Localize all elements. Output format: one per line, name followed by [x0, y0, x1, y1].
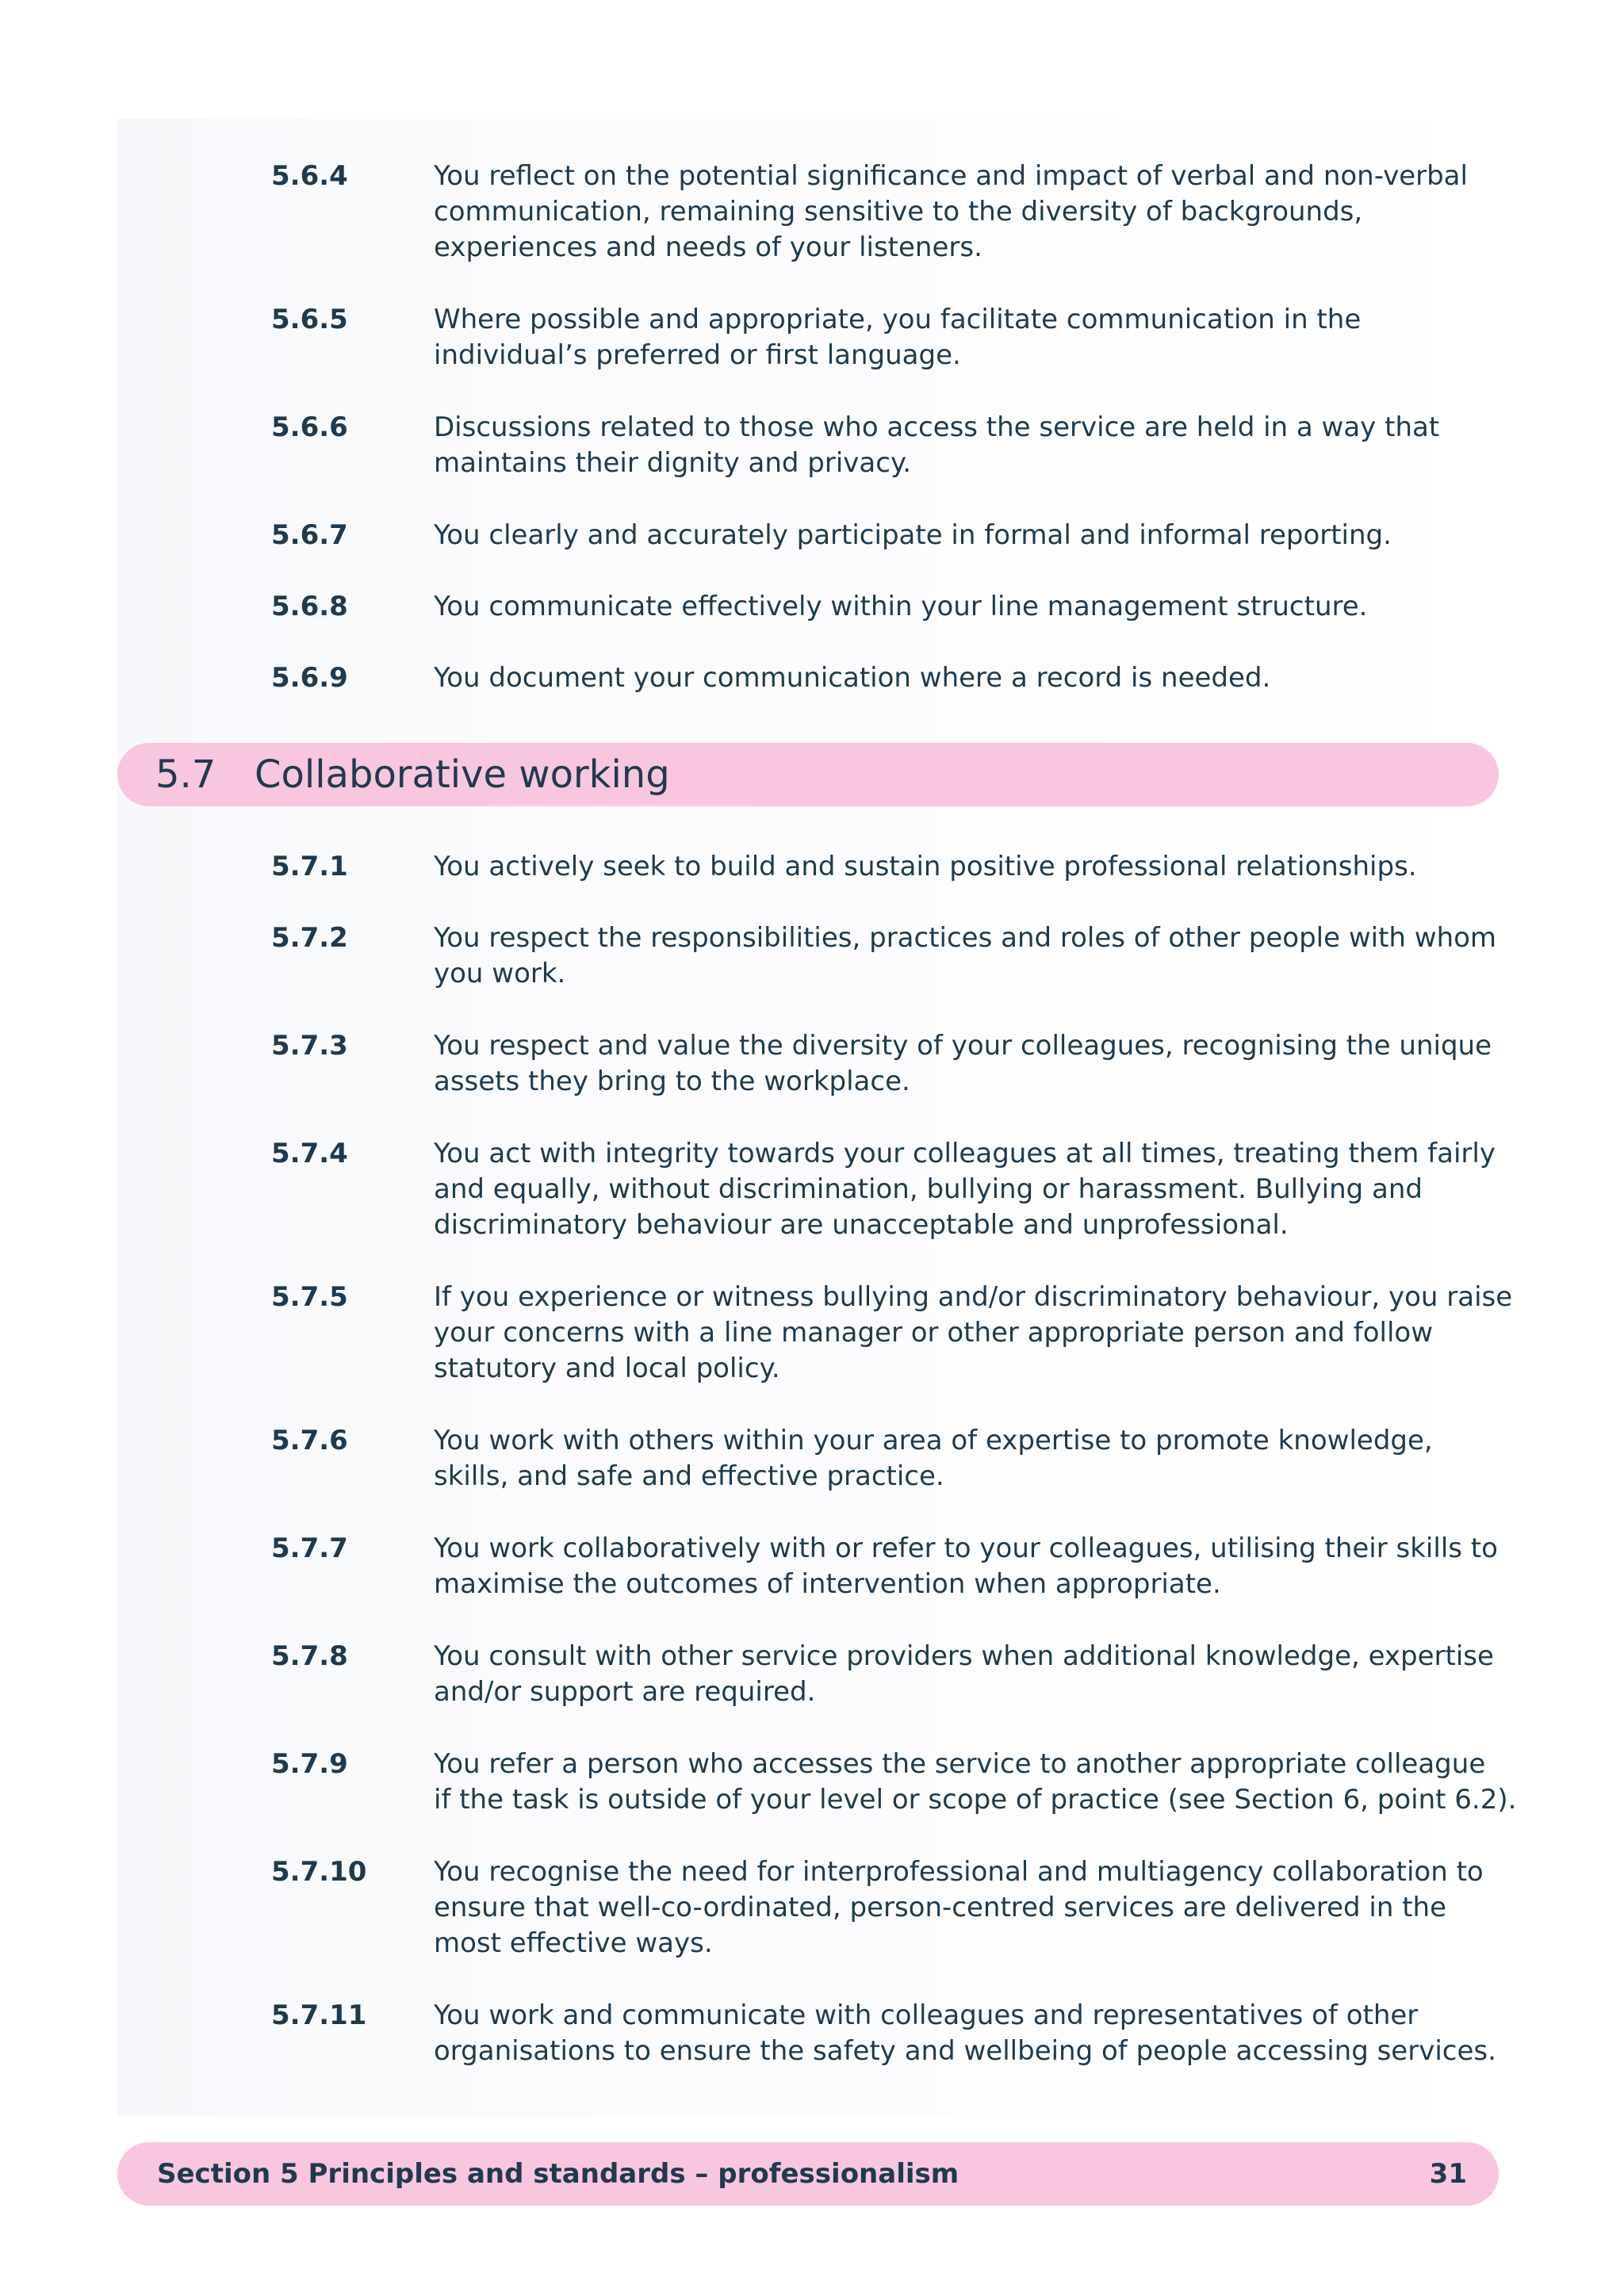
item-text-line: discriminatory behaviour are unacceptable and unprofessional.	[434, 1209, 1289, 1241]
item-text-line: and/or support are required.	[434, 1676, 816, 1708]
item-number: 5.6.4	[271, 160, 348, 192]
item-text-line: Discussions related to those who access the service are held in a way that	[434, 411, 1440, 443]
item-text-line: communication, remaining sensitive to the diversity of backgrounds,	[434, 196, 1363, 228]
item-text-line: You act with integrity towards your colleagues at all times, treating them fairly	[434, 1138, 1496, 1169]
item-text-line: You work collaboratively with or refer to your colleagues, utilising their skills to	[434, 1533, 1498, 1564]
item-number: 5.6.9	[271, 662, 348, 694]
item-text	[434, 1531, 1498, 1602]
item-text-line: skills, and safe and effective practice.	[434, 1460, 944, 1492]
item-text-line: maintains their dignity and privacy.	[434, 447, 912, 479]
item-number: 5.7.9	[271, 1748, 348, 1780]
item-text-line: You respect and value the diversity of your colleagues, recognising the unique	[434, 1030, 1492, 1062]
item-text	[434, 1423, 1488, 1494]
item-number: 5.7.7	[271, 1533, 348, 1564]
item-text	[434, 1639, 1494, 1710]
item-text	[434, 302, 1488, 373]
item-text-line: most effective ways.	[434, 1927, 713, 1959]
section-number: 5.7	[155, 752, 216, 797]
item-text	[434, 1998, 1496, 2069]
item-number: 5.7.6	[271, 1425, 348, 1456]
item-number: 5.6.6	[271, 411, 348, 443]
item-text-line: ensure that well-co-ordinated, person-centred services are delivered in the	[434, 1892, 1447, 1923]
item-text	[434, 1280, 1513, 1387]
item-text	[434, 660, 1488, 696]
item-text-line: You clearly and accurately participate in formal and informal reporting.	[434, 519, 1392, 551]
item-text-line: You reflect on the potential significance and impact of verbal and non-verbal	[434, 160, 1468, 192]
page-number: 31	[1429, 2158, 1467, 2190]
item-number: 5.6.8	[271, 591, 348, 622]
item-text-line: You recognise the need for interprofessional and multiagency collaboration to	[434, 1856, 1484, 1888]
item-text-line: Where possible and appropriate, you facilitate communication in the	[434, 304, 1362, 335]
item-number: 5.6.5	[271, 304, 348, 335]
item-text-line: You communicate effectively within your line management structure.	[434, 591, 1368, 622]
item-number: 5.7.4	[271, 1138, 348, 1169]
item-text	[434, 159, 1488, 266]
item-number: 5.7.2	[271, 922, 348, 954]
page-footer	[117, 2142, 1499, 2206]
item-text-line: You work and communicate with colleagues and representatives of other	[434, 1999, 1419, 2031]
item-text	[434, 920, 1497, 992]
item-text-line: you work.	[434, 958, 566, 989]
item-text-line: organisations to ensure the safety and wellbeing of people accessing services.	[434, 2035, 1496, 2067]
item-number: 5.7.8	[271, 1640, 348, 1672]
item-text	[434, 1136, 1496, 1243]
item-number: 5.7.5	[271, 1281, 348, 1313]
item-text-line: You respect the responsibilities, practices and roles of other people with whom	[434, 922, 1497, 954]
item-text	[434, 518, 1488, 553]
item-number: 5.7.3	[271, 1030, 348, 1062]
section-heading	[117, 743, 1499, 806]
item-number: 5.6.7	[271, 519, 348, 551]
item-text-line: You work with others within your area of expertise to promote knowledge,	[434, 1425, 1433, 1456]
item-text-line: You document your communication where a record is needed.	[434, 662, 1271, 694]
item-number: 5.7.1	[271, 851, 348, 882]
item-text-line: your concerns with a line manager or other appropriate person and follow	[434, 1317, 1434, 1349]
item-text	[434, 1028, 1492, 1100]
item-text-line: If you experience or witness bullying and/or discriminatory behaviour, you raise	[434, 1281, 1513, 1313]
footer-section-title: Section 5 Principles and standards – professionalism	[157, 2158, 959, 2190]
item-text-line: and equally, without discrimination, bullying or harassment. Bullying and	[434, 1173, 1423, 1205]
section-title: Collaborative working	[255, 752, 670, 797]
item-text	[434, 1854, 1488, 1961]
item-text-line: You refer a person who accesses the service to another appropriate colleague	[434, 1748, 1486, 1780]
item-text-line: You actively seek to build and sustain positive professional relationships.	[434, 851, 1417, 882]
item-text-line: statutory and local policy.	[434, 1353, 780, 1384]
item-text	[434, 1747, 1517, 1818]
item-text-line: maximise the outcomes of intervention when appropriate.	[434, 1568, 1221, 1600]
item-text	[434, 589, 1488, 625]
item-text-line: experiences and needs of your listeners.	[434, 232, 982, 263]
item-text	[434, 849, 1488, 885]
item-text-line: assets they bring to the workplace.	[434, 1066, 910, 1097]
item-text-line: You consult with other service providers when additional knowledge, expertise	[434, 1640, 1494, 1672]
item-number: 5.7.11	[271, 1999, 367, 2031]
item-number: 5.7.10	[271, 1856, 367, 1888]
item-text	[434, 410, 1488, 481]
item-text-line: individual’s preferred or first language.	[434, 339, 961, 371]
item-text-line: if the task is outside of your level or scope of practice (see Section 6, point 6.2).	[434, 1784, 1517, 1816]
